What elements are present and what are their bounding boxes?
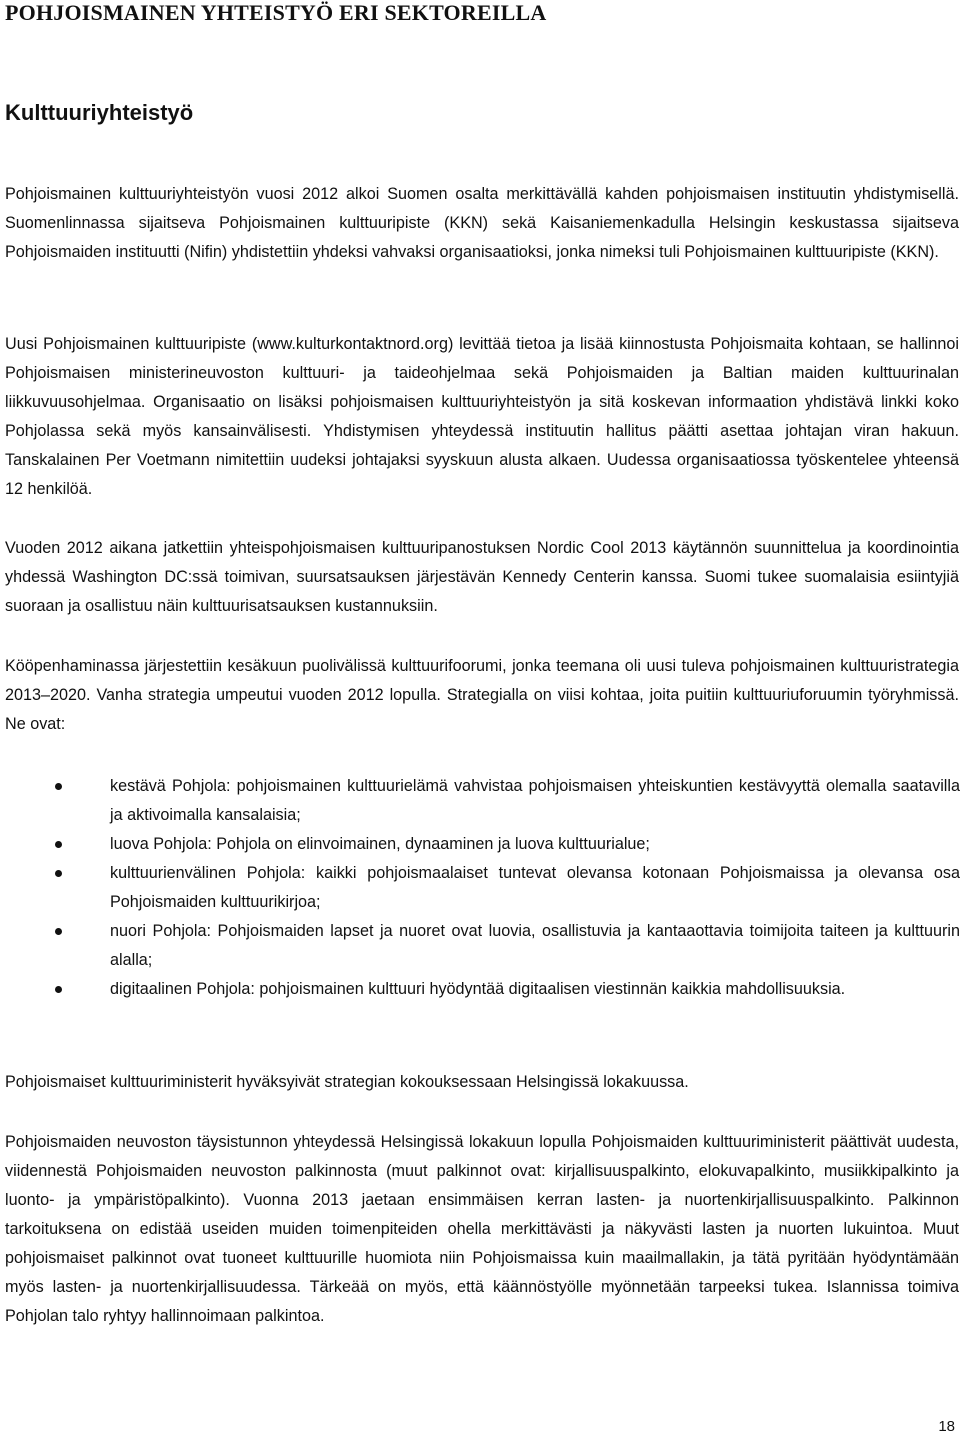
paragraph-3: Vuoden 2012 aikana jatkettiin yhteispohjoismaisen kulttuuripanostuksen Nordic Cool 2013 käytännön suunnittelua ja koordinointia yhdessä Washington DC:ssä toimivan, suursatsauksen järjestävän Kennedy Centerin kanssa. Suomi tukee suomalaisia esiintyjiä suoraan ja osallistuu näin kulttuurisatsauksen kustannuksiin. bbox=[5, 539, 959, 615]
bullet-item: kestävä Pohjola: pohjoismainen kulttuurielämä vahvistaa pohjoismaisen yhteiskuntien kestävyyttä olemalla saatavilla ja aktivoimalla kansalaisia; bbox=[0, 772, 960, 830]
bullet-item: kulttuurienvälinen Pohjola: kaikki pohjoismaalaiset tuntevat olevansa kotonaan Pohjoismaissa ja olevansa osa Pohjoismaiden kulttuurikirjoa; bbox=[0, 859, 960, 917]
bullet-item: nuori Pohjola: Pohjoismaiden lapset ja nuoret ovat luovia, osallistuvia ja kantaaottavia toimijoita taiteen ja kulttuurin alalla; bbox=[0, 917, 960, 975]
paragraph-6: Pohjoismaiden neuvoston täysistunnon yhteydessä Helsingissä lokakuun lopulla Pohjoismaiden kulttuuriministerit päättivät uudesta, viidennestä Pohjoismaiden neuvoston palkinnosta (muut palkinnot ovat: kirjallisuuspalkinto, elokuvapalkinto, musiikkipalkinto ja luonto- ja ympäristöpalkinto). Vuonna 2013 jaetaan ensimmäisen kerran lasten- ja nuortenkirjallisuuspalkinto. Palkinnon tarkoituksena on edistää useiden muiden toimenpiteiden ohella merkittävästi ja näkyvästi lasten ja nuorten lukuintoa. Muut pohjoismaiset palkinnot ovat tuoneet kulttuurille huomiota niin Pohjoismaissa kuin maailmallakin, ja tätä pyritään hyödyntämään myös lasten- ja nuortenkirjallisuudessa. Tärkeää on myös, että käännöstyölle myönnetään tarpeeksi tukea. Islannissa toimiva Pohjolan talo ryhtyy hallinnoimaan palkintoa. bbox=[5, 1133, 959, 1325]
bullet-item: luova Pohjola: Pohjola on elinvoimainen, dynaaminen ja luova kulttuurialue; bbox=[0, 830, 960, 859]
subsection-title: Kulttuuriyhteistyö bbox=[5, 100, 194, 125]
paragraph-5: Pohjoismaiset kulttuuriministerit hyväksyivät strategian kokouksessaan Helsingissä lokakuussa. bbox=[5, 1073, 689, 1091]
paragraph-4: Kööpenhaminassa järjestettiin kesäkuun puolivälissä kulttuurifoorumi, jonka teemana oli uusi tuleva pohjoismainen kulttuuristrategia 2013–2020. Vanha strategia umpeutui vuoden 2012 lopulla. Strategialla on viisi kohtaa, joita puitiin kulttuuriuforuumin työryhmissä. Ne ovat: bbox=[5, 657, 959, 733]
strategy-bullet-list bbox=[0, 772, 960, 1004]
section-title: POHJOISMAINEN YHTEISTYÖ ERI SEKTOREILLA bbox=[5, 0, 547, 25]
paragraph-2: Uusi Pohjoismainen kulttuuripiste (www.kulturkontaktnord.org) levittää tietoa ja lisää kiinnostusta Pohjoismaita kohtaan, se hallinnoi Pohjoismaisen ministerineuvoston kulttuuri- ja taideohjelmaa sekä Pohjoismaiden ja Baltian maiden kulttuurinalan liikkuvuusohjelmaa. Organisaatio on lisäksi pohjoismaisen kulttuuriyhteistyön ja sitä koskevan informaation yhdistävä linkki koko Pohjolassa sekä myös kansainvälisesti. Yhdistymisen yhteydessä instituutin hallitus päätti asettaa johtajan viran hakuun. Tanskalainen Per Voetmann nimitettiin uudeksi johtajaksi syyskuun alusta alkaen. Uudessa organisaatiossa työskentelee yhteensä 12 henkilöä. bbox=[5, 335, 959, 498]
page-number: 18 bbox=[938, 1418, 955, 1435]
paragraph-1: Pohjoismainen kulttuuriyhteistyön vuosi 2012 alkoi Suomen osalta merkittävällä kahden pohjoismaisen instituutin yhdistymisellä. Suomenlinnassa sijaitseva Pohjoismainen kulttuuripiste (KKN) sekä Kaisaniemenkadulla Helsingin keskustassa sijaitseva Pohjoismaiden instituutti (Nifin) yhdistettiin yhdeksi vahvaksi organisaatioksi, jonka nimeksi tuli Pohjoismainen kulttuuripiste (KKN). bbox=[5, 185, 959, 261]
bullet-item: digitaalinen Pohjola: pohjoismainen kulttuuri hyödyntää digitaalisen viestinnän kaikkia mahdollisuuksia. bbox=[0, 975, 960, 1004]
